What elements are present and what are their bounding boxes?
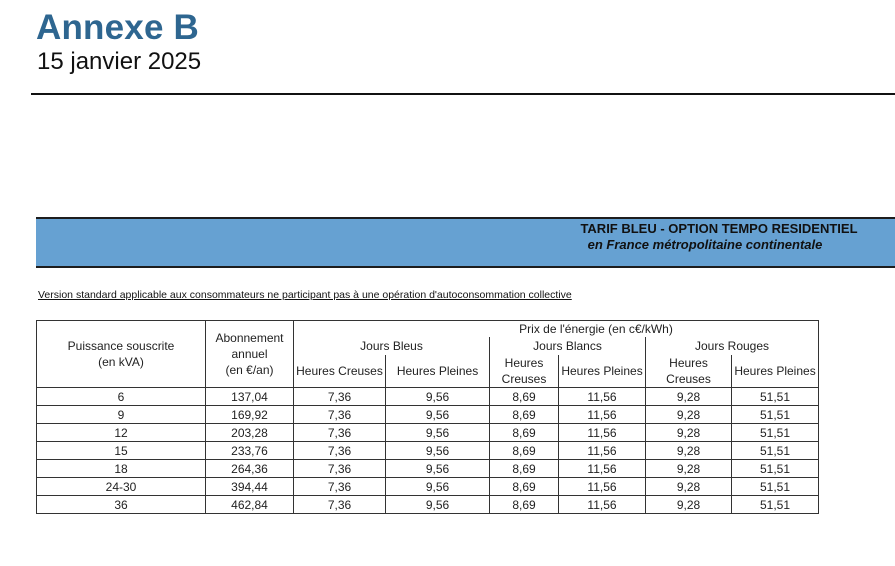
header-rouges-hp: Heures Pleines — [732, 355, 819, 388]
cell-abonnement: 233,76 — [206, 442, 294, 460]
cell-puissance: 6 — [37, 388, 206, 406]
header-abonnement-line3: (en €/an) — [225, 363, 274, 377]
cell-rouges-hc: 9,28 — [646, 478, 732, 496]
cell-bleus-hp: 9,56 — [386, 388, 490, 406]
cell-rouges-hc: 9,28 — [646, 442, 732, 460]
cell-blancs-hc: 8,69 — [490, 460, 559, 478]
cell-abonnement: 462,84 — [206, 496, 294, 514]
cell-rouges-hp: 51,51 — [732, 442, 819, 460]
header-blancs-hc-line1: Heures — [504, 356, 544, 370]
header-abonnement — [206, 321, 294, 388]
table-row — [37, 406, 819, 424]
cell-blancs-hp: 11,56 — [559, 460, 646, 478]
cell-bleus-hp: 9,56 — [386, 460, 490, 478]
cell-puissance: 24-30 — [37, 478, 206, 496]
cell-blancs-hp: 11,56 — [559, 478, 646, 496]
cell-blancs-hc: 8,69 — [490, 406, 559, 424]
header-rouges-hc — [646, 355, 732, 388]
cell-bleus-hc: 7,36 — [294, 442, 386, 460]
cell-puissance: 18 — [37, 460, 206, 478]
header-energy-price: Prix de l'énergie (en c€/kWh) — [294, 321, 819, 338]
cell-puissance: 12 — [37, 424, 206, 442]
cell-bleus-hp: 9,56 — [386, 406, 490, 424]
cell-blancs-hp: 11,56 — [559, 406, 646, 424]
cell-bleus-hc: 7,36 — [294, 496, 386, 514]
cell-puissance: 9 — [37, 406, 206, 424]
tariff-table — [36, 320, 819, 514]
cell-rouges-hp: 51,51 — [732, 478, 819, 496]
tariff-rows — [37, 388, 819, 514]
cell-rouges-hc: 9,28 — [646, 406, 732, 424]
header-rouges-hc-line2: Creuses — [666, 372, 711, 386]
cell-blancs-hp: 11,56 — [559, 424, 646, 442]
header-blancs-hp: Heures Pleines — [559, 355, 646, 388]
cell-bleus-hp: 9,56 — [386, 424, 490, 442]
cell-rouges-hc: 9,28 — [646, 388, 732, 406]
cell-abonnement: 169,92 — [206, 406, 294, 424]
cell-bleus-hc: 7,36 — [294, 424, 386, 442]
header-puissance — [37, 321, 206, 388]
cell-rouges-hp: 51,51 — [732, 496, 819, 514]
cell-puissance: 36 — [37, 496, 206, 514]
cell-rouges-hp: 51,51 — [732, 406, 819, 424]
cell-blancs-hp: 11,56 — [559, 388, 646, 406]
cell-rouges-hp: 51,51 — [732, 460, 819, 478]
cell-blancs-hp: 11,56 — [559, 496, 646, 514]
cell-abonnement: 264,36 — [206, 460, 294, 478]
cell-blancs-hc: 8,69 — [490, 388, 559, 406]
cell-bleus-hp: 9,56 — [386, 496, 490, 514]
table-row — [37, 388, 819, 406]
cell-blancs-hp: 11,56 — [559, 442, 646, 460]
header-abonnement-line2: annuel — [231, 347, 268, 361]
header-puissance-line2: (en kVA) — [98, 355, 144, 369]
header-blancs-hc-line2: Creuses — [501, 372, 547, 386]
cell-rouges-hc: 9,28 — [646, 424, 732, 442]
banner-title: TARIF BLEU - OPTION TEMPO RESIDENTIEL — [580, 221, 858, 236]
header-bleus-hc: Heures Creuses — [294, 355, 386, 388]
header-jours-bleus: Jours Bleus — [294, 337, 490, 355]
header-divider — [31, 93, 895, 95]
cell-bleus-hp: 9,56 — [386, 478, 490, 496]
header-jours-rouges: Jours Rouges — [646, 337, 819, 355]
cell-rouges-hc: 9,28 — [646, 460, 732, 478]
cell-blancs-hc: 8,69 — [490, 478, 559, 496]
header-abonnement-line1: Abonnement — [215, 331, 284, 345]
table-row — [37, 460, 819, 478]
table-row — [37, 496, 819, 514]
cell-abonnement: 203,28 — [206, 424, 294, 442]
header-rouges-hc-line1: Heures — [669, 356, 708, 370]
cell-rouges-hp: 51,51 — [732, 424, 819, 442]
version-note: Version standard applicable aux consommateurs ne participant pas à une opération d'autoconsommation collective — [38, 289, 572, 301]
cell-abonnement: 137,04 — [206, 388, 294, 406]
tariff-banner — [36, 217, 895, 268]
cell-abonnement: 394,44 — [206, 478, 294, 496]
header-puissance-line1: Puissance souscrite — [67, 339, 175, 353]
header-blancs-hc — [490, 355, 559, 388]
cell-blancs-hc: 8,69 — [490, 424, 559, 442]
document-date: 15 janvier 2025 — [37, 48, 202, 75]
cell-blancs-hc: 8,69 — [490, 442, 559, 460]
cell-bleus-hp: 9,56 — [386, 442, 490, 460]
cell-blancs-hc: 8,69 — [490, 496, 559, 514]
cell-bleus-hc: 7,36 — [294, 460, 386, 478]
table-row — [37, 442, 819, 460]
cell-rouges-hp: 51,51 — [732, 388, 819, 406]
table-row — [37, 478, 819, 496]
cell-puissance: 15 — [37, 442, 206, 460]
cell-rouges-hc: 9,28 — [646, 496, 732, 514]
page-title: Annexe B — [36, 8, 200, 47]
header-bleus-hp: Heures Pleines — [386, 355, 490, 388]
table-row — [37, 424, 819, 442]
cell-bleus-hc: 7,36 — [294, 406, 386, 424]
banner-subtitle: en France métropolitaine continentale — [587, 237, 823, 252]
cell-bleus-hc: 7,36 — [294, 388, 386, 406]
cell-bleus-hc: 7,36 — [294, 478, 386, 496]
header-jours-blancs: Jours Blancs — [490, 337, 646, 355]
